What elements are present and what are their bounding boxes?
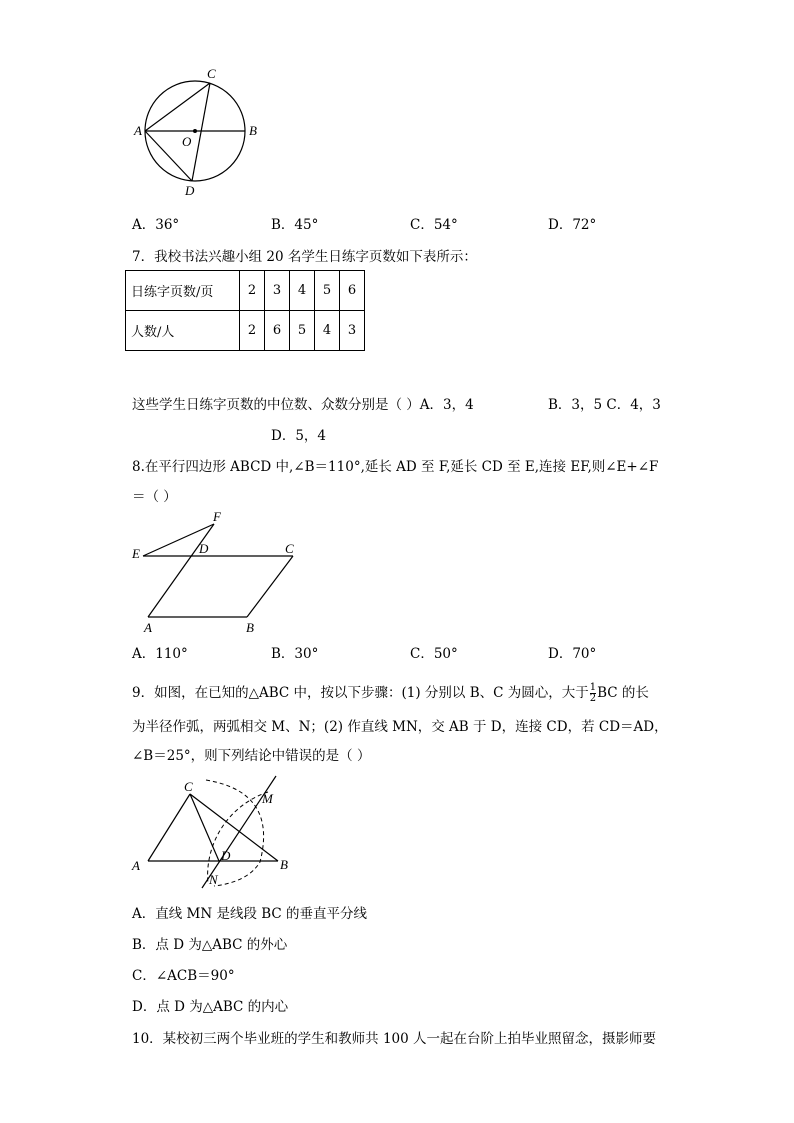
label-a: A <box>144 620 152 635</box>
q6-option-a: A．36° <box>132 217 180 233</box>
q9-line1 <box>132 681 649 704</box>
label-e: E <box>132 546 140 561</box>
q9-option-d: D．点 D 为△ABC 的内心 <box>132 999 289 1015</box>
label-c: C <box>207 66 216 81</box>
q8-option-c: C．50° <box>410 646 458 662</box>
arc-from-c <box>206 780 264 886</box>
label-m: M <box>262 791 273 806</box>
center-point <box>193 129 197 133</box>
q7-question: 这些学生日练字页数的中位数、众数分别是（ ）A．3，4 <box>132 397 474 413</box>
segment-cd <box>190 794 219 861</box>
table-cell: 3 <box>340 311 365 351</box>
q8-option-d: D．70° <box>548 646 597 662</box>
label-d: D <box>221 848 231 863</box>
q8-stem-line2: ＝（ ） <box>132 489 177 505</box>
q9-line3: ∠B＝25°，则下列结论中错误的是（ ） <box>132 748 371 764</box>
q6-option-c: C．54° <box>410 217 458 233</box>
q6-option-b: B．45° <box>271 217 319 233</box>
table-row <box>126 311 365 351</box>
parallelogram-figure <box>128 508 313 636</box>
label-o: O <box>182 134 192 149</box>
table-header-people: 人数/人 <box>126 311 240 351</box>
table-row <box>126 271 365 311</box>
label-d: D <box>199 541 209 556</box>
q7-table <box>125 270 365 351</box>
q8-stem-line1: 8.在平行四边形 ABCD 中,∠B＝110°,延长 AD 至 F,延长 CD 至 E,连接 EF,则∠E+∠F <box>132 459 659 475</box>
label-f: F <box>213 509 221 524</box>
q9-line2: 为半径作弧，两弧相交 M、N；(2) 作直线 MN，交 AB 于 D，连接 CD，若 CD＝AD， <box>132 719 668 735</box>
table-cell: 2 <box>240 311 265 351</box>
q8-option-a: A．110° <box>132 646 188 662</box>
arc-from-b <box>208 792 268 884</box>
q9-line1-part1: 9．如图，在已知的△ABC 中，按以下步骤：(1) 分别以 B、C 为圆心，大于 <box>132 685 589 701</box>
fraction-denominator: 2 <box>589 693 597 704</box>
q7-stem: 7．我校书法兴趣小组 20 名学生日练字页数如下表所示： <box>132 249 477 265</box>
table-cell: 4 <box>290 271 315 311</box>
label-d: D <box>185 183 195 198</box>
label-c: C <box>285 541 294 556</box>
label-c: C <box>184 779 193 794</box>
label-b: B <box>249 123 257 138</box>
line-af <box>148 524 214 617</box>
table-cell: 6 <box>340 271 365 311</box>
label-a: A <box>134 123 142 138</box>
triangle-construction-figure <box>128 772 298 894</box>
table-cell: 5 <box>315 271 340 311</box>
q9-line1-part2: BC 的长 <box>597 685 649 701</box>
table-cell: 6 <box>265 311 290 351</box>
q8-option-b: B．30° <box>271 646 319 662</box>
label-n: N <box>209 872 218 887</box>
table-cell: 2 <box>240 271 265 311</box>
q9-option-a: A．直线 MN 是线段 BC 的垂直平分线 <box>132 906 368 922</box>
q9-option-b: B．点 D 为△ABC 的外心 <box>132 937 288 953</box>
q6-option-d: D．72° <box>548 217 597 233</box>
label-b: B <box>246 620 254 635</box>
side-ac <box>148 794 190 861</box>
fraction-numerator: 1 <box>589 682 597 693</box>
label-b: B <box>280 857 288 872</box>
table-cell: 4 <box>315 311 340 351</box>
table-header-pages: 日练字页数/页 <box>126 271 240 311</box>
fraction-one-half <box>590 683 596 704</box>
circle-figure <box>130 64 270 199</box>
q9-option-c: C．∠ACB＝90° <box>132 968 235 984</box>
side-bc <box>247 556 293 617</box>
q7-option-d: D．5，4 <box>271 428 327 444</box>
label-a: A <box>132 858 140 873</box>
q10-line1: 10．某校初三两个毕业班的学生和教师共 100 人一起在台阶上拍毕业照留念，摄影师要 <box>132 1031 657 1047</box>
q7-options-bc: B．3，5 C．4，3 <box>548 397 661 413</box>
chord-ac <box>145 83 210 131</box>
table-cell: 5 <box>290 311 315 351</box>
table-cell: 3 <box>265 271 290 311</box>
